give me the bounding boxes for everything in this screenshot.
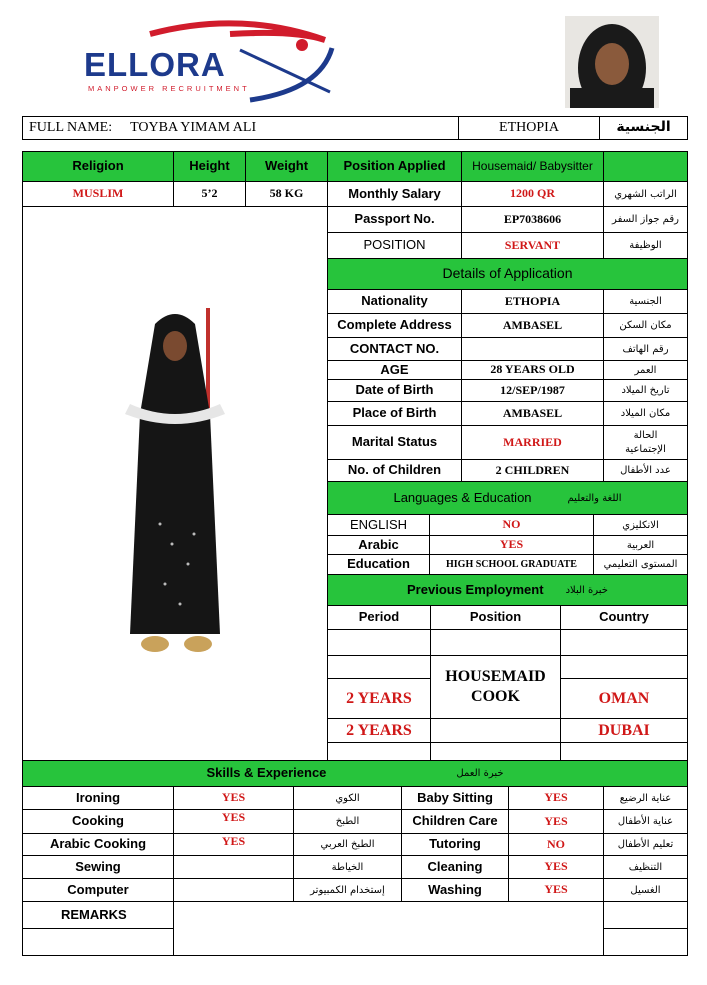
detail-value: 2 CHILDREN (461, 459, 604, 482)
passport-value: EP7038606 (461, 206, 604, 233)
passport-label: Passport No. (327, 206, 462, 233)
logo-tagline: MANPOWER RECRUITMENT (88, 84, 250, 93)
position-value: SERVANT (461, 232, 604, 259)
remarks-empty-cell (603, 928, 688, 956)
skill-value: YES (173, 786, 294, 810)
employment-empty-cell (327, 655, 431, 679)
position-label: POSITION (327, 232, 462, 259)
employment-title-bar (327, 574, 688, 606)
skill-value: YES (508, 809, 604, 834)
skills-title-bar (22, 760, 688, 787)
monthly-salary-ar: الراتب الشهري (603, 181, 688, 207)
skill-label: Cleaning (401, 855, 509, 879)
detail-label: Marital Status (327, 425, 462, 460)
languages-title: Languages & Education (393, 489, 532, 505)
language-value: YES (429, 535, 594, 555)
skill-ar: الطبخ (293, 809, 402, 834)
height-value: 5’2 (173, 181, 246, 207)
language-ar: المستوى التعليمي (593, 554, 688, 575)
employment-title-ar: خبرة البلاد (565, 584, 608, 596)
remarks-label: REMARKS (22, 901, 174, 929)
language-label: ENGLISH (327, 514, 430, 536)
position-applied-ar (603, 151, 688, 182)
skill-value: YES (173, 809, 294, 834)
skills-title: Skills & Experience (206, 765, 327, 781)
skill-ar: الغسيل (603, 878, 688, 902)
language-value: NO (429, 514, 594, 536)
skill-value: YES (173, 833, 294, 856)
detail-ar: العمر (603, 360, 688, 380)
col-period-header: Period (327, 605, 431, 630)
employment-country: DUBAI (560, 718, 688, 743)
height-label: Height (173, 151, 246, 182)
photo-panel (22, 206, 328, 761)
passport-ar: رقم جواز السفر (603, 206, 688, 233)
skill-label: Tutoring (401, 833, 509, 856)
monthly-salary-label: Monthly Salary (327, 181, 462, 207)
col-country-header: Country (560, 605, 688, 630)
skill-ar: التنظيف (603, 855, 688, 879)
employment-empty-cell (327, 629, 431, 656)
skill-value (173, 855, 294, 879)
detail-value: 28 YEARS OLD (461, 360, 604, 380)
detail-label: Nationality (327, 289, 462, 314)
employment-title: Previous Employment (407, 581, 544, 597)
weight-value: 58 KG (245, 181, 328, 207)
skill-label: Washing (401, 878, 509, 902)
company-logo (80, 20, 340, 108)
languages-title-ar: اللغة والتعليم (567, 492, 622, 504)
skills-title-ar: خبرة العمل (456, 768, 504, 779)
detail-ar: مكان السكن (603, 313, 688, 338)
skill-ar: إستخدام الكمبيوتر (293, 878, 402, 902)
full-name-value: TOYBA YIMAM ALI (130, 120, 257, 136)
remarks-content (173, 901, 604, 956)
employment-period: 2 YEARS (327, 678, 431, 719)
employment-empty-cell (430, 742, 561, 761)
monthly-salary-value: 1200 QR (461, 181, 604, 207)
employment-period: 2 YEARS (327, 718, 431, 743)
detail-value (461, 337, 604, 361)
full-name-label: FULL NAME: (29, 120, 113, 136)
skill-value: YES (508, 878, 604, 902)
skill-value: YES (508, 786, 604, 810)
remarks-empty-cell (22, 928, 174, 956)
employment-empty-cell (430, 629, 561, 656)
language-ar: العربية (593, 535, 688, 555)
skill-value: NO (508, 833, 604, 856)
employment-position-line1: HOUSEMAID (445, 668, 546, 686)
position-applied-value: Housemaid/ Babysitter (461, 151, 604, 182)
languages-title-bar (327, 481, 688, 515)
religion-label: Religion (22, 151, 174, 182)
weight-label: Weight (245, 151, 328, 182)
skill-value (173, 878, 294, 902)
skill-ar: عناية الأطفال (603, 809, 688, 834)
language-ar: الانكليزي (593, 514, 688, 536)
detail-ar: مكان الميلاد (603, 401, 688, 426)
position-ar: الوظيفة (603, 232, 688, 259)
detail-value: MARRIED (461, 425, 604, 460)
detail-label: CONTACT NO. (327, 337, 462, 361)
religion-value: MUSLIM (22, 181, 174, 207)
detail-ar: تاريخ الميلاد (603, 379, 688, 402)
logo-name: ELLORA (84, 46, 226, 83)
language-label: Education (327, 554, 430, 575)
remarks-empty-cell (603, 901, 688, 929)
skill-label: Baby Sitting (401, 786, 509, 810)
detail-label: Date of Birth (327, 379, 462, 402)
details-title: Details of Application (327, 258, 688, 290)
header-nationality-ar: الجنسية (599, 116, 688, 140)
language-value: HIGH SCHOOL GRADUATE (429, 554, 594, 575)
detail-label: AGE (327, 360, 462, 380)
skill-ar: الكوي (293, 786, 402, 810)
employment-position-line2: COOK (471, 688, 520, 705)
employment-empty-cell (560, 655, 688, 679)
employment-empty-cell (327, 742, 431, 761)
skill-ar: الطبخ العربي (293, 833, 402, 856)
skill-value: YES (508, 855, 604, 879)
detail-label: Complete Address (327, 313, 462, 338)
skill-ar: عناية الرضيع (603, 786, 688, 810)
employment-empty-cell (430, 718, 561, 743)
skill-label: Arabic Cooking (22, 833, 174, 856)
language-label: Arabic (327, 535, 430, 555)
employment-empty-cell (560, 742, 688, 761)
full-name-cell (22, 116, 459, 140)
detail-value: ETHOPIA (461, 289, 604, 314)
skill-label: Cooking (22, 809, 174, 834)
skill-ar: تعليم الأطفال (603, 833, 688, 856)
detail-ar: رقم الهاتف (603, 337, 688, 361)
header-nationality: ETHOPIA (458, 116, 600, 140)
detail-value: 12/SEP/1987 (461, 379, 604, 402)
applicant-head-photo (565, 16, 659, 108)
employment-country: OMAN (560, 678, 688, 719)
detail-label: No. of Children (327, 459, 462, 482)
skill-label: Sewing (22, 855, 174, 879)
detail-label: Place of Birth (327, 401, 462, 426)
skill-label: Ironing (22, 786, 174, 810)
employment-empty-cell (560, 629, 688, 656)
col-position-header: Position (430, 605, 561, 630)
detail-ar: الحالة الإجتماعية (603, 425, 688, 460)
position-applied-label: Position Applied (327, 151, 462, 182)
skill-label: Computer (22, 878, 174, 902)
skill-label: Children Care (401, 809, 509, 834)
skill-ar: الخياطة (293, 855, 402, 879)
detail-ar: الجنسية (603, 289, 688, 314)
detail-ar: عدد الأطفال (603, 459, 688, 482)
detail-value: AMBASEL (461, 313, 604, 338)
detail-value: AMBASEL (461, 401, 604, 426)
employment-position-value (430, 655, 561, 719)
applicant-full-photo (110, 304, 240, 664)
